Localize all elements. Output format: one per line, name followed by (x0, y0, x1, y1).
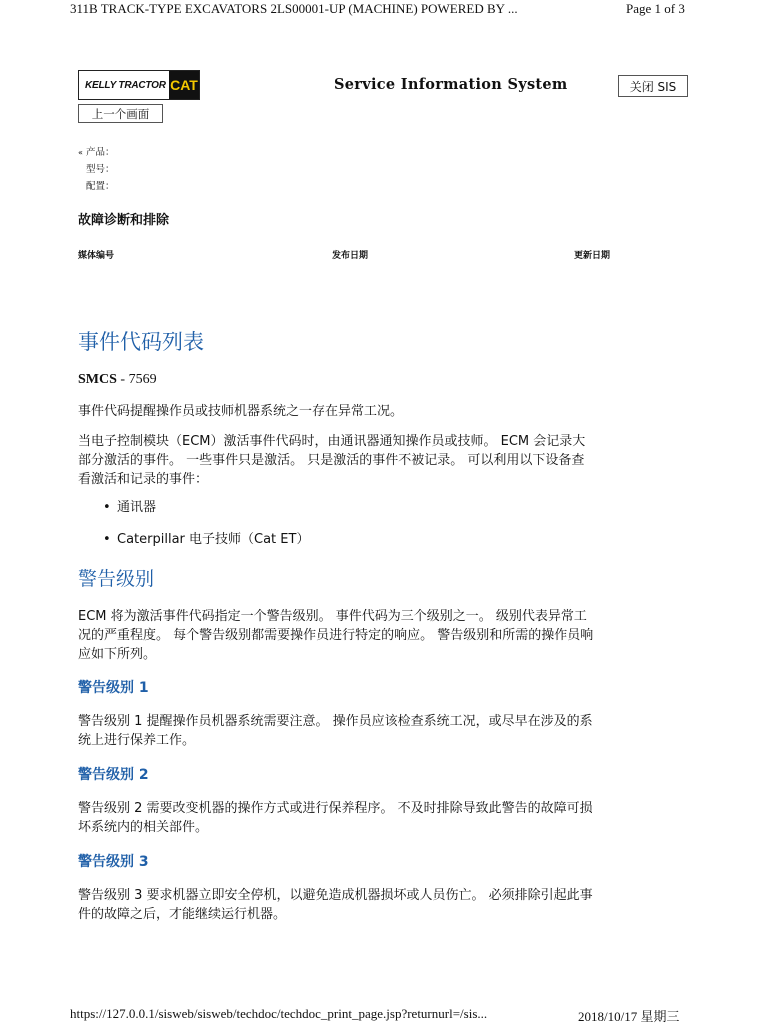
smcs-label: SMCS (78, 372, 117, 387)
paragraph-line: 部分激活的事件。 一些事件只是激活。 只是激活的事件不被记录。 可以利用以下设备查 (78, 453, 585, 468)
meta-label: 配置： (86, 181, 115, 192)
ecm-paragraph (78, 432, 698, 489)
list-item-text: Caterpillar 电子技师（Cat ET） (117, 532, 310, 547)
logo-text: KELLY TRACTOR (85, 79, 166, 91)
section-title: 故障诊断和排除 (78, 213, 170, 228)
close-sis-button[interactable]: 关闭 SIS (618, 75, 688, 97)
paragraph-line: 坏系统内的相关部件。 (78, 820, 209, 835)
previous-screen-button[interactable]: 上一个画面 (78, 104, 163, 123)
paragraph-line: 应如下所列。 (78, 647, 157, 662)
warning-level-3-paragraph (78, 886, 698, 924)
paragraph-line: 警告级别 2 需要改变机器的操作方式或进行保养程序。 不及时排除导致此警告的故障可损 (78, 801, 593, 816)
warning-level-1-heading: 警告级别 1 (78, 680, 149, 696)
meta-row-product (78, 144, 115, 161)
warning-level-1-paragraph (78, 712, 698, 750)
cat-logo-icon: CAT (169, 71, 199, 99)
smcs-value: - 7569 (116, 372, 157, 387)
paragraph-line: ECM 将为激活事件代码指定一个警告级别。 事件代码为三个级别之一。 级别代表异常工 (78, 609, 587, 624)
bullet-icon: • (103, 500, 111, 515)
paragraph-line: 警告级别 3 要求机器立即安全停机，以避免造成机器损坏或人员伤亡。 必须排除引起此事 (78, 888, 593, 903)
system-title: Service Information System (334, 76, 568, 93)
paragraph-line: 件的故障之后，才能继续运行机器。 (78, 907, 287, 922)
list-item (103, 498, 156, 517)
kelly-tractor-cat-logo (78, 70, 200, 100)
bullet-icon: • (103, 532, 111, 547)
warning-level-3-heading: 警告级别 3 (78, 854, 149, 870)
article-title: 事件代码列表 (78, 330, 204, 354)
publish-date-label: 发布日期 (332, 251, 369, 261)
product-meta (78, 144, 115, 195)
meta-label: 型号： (86, 164, 115, 175)
paragraph-line: 当电子控制模块（ECM）激活事件代码时，由通讯器通知操作员或技师。 ECM 会记录大 (78, 434, 586, 449)
meta-row-model (78, 161, 115, 178)
meta-row-config (78, 178, 115, 195)
warning-paragraph (78, 607, 698, 664)
update-date-label: 更新日期 (574, 251, 611, 261)
footer-url: https://127.0.0.1/sisweb/sisweb/techdoc/techdoc_print_page.jsp?returnurl=/sis... (70, 1006, 488, 1021)
paragraph-line: 警告级别 1 提醒操作员机器系统需要注意。 操作员应该检查系统工况，或尽早在涉及的系 (78, 714, 593, 729)
media-number-label: 媒体编号 (78, 251, 115, 261)
chevron-left-icon: « (78, 148, 83, 157)
list-item-text: 通讯器 (117, 500, 157, 515)
print-footer (0, 1004, 768, 1024)
warning-level-heading: 警告级别 (78, 568, 155, 590)
print-header (0, 0, 768, 20)
smcs-code (78, 372, 157, 388)
warning-level-2-paragraph (78, 799, 698, 837)
intro-paragraph: 事件代码提醒操作员或技师机器系统之一存在异常工况。 (78, 404, 404, 419)
footer-date: 2018/10/17 星期三 (578, 1009, 680, 1024)
warning-level-2-heading: 警告级别 2 (78, 767, 149, 783)
paragraph-line: 况的严重程度。 每个警告级别都需要操作员进行特定的响应。 警告级别和所需的操作员响 (78, 628, 594, 643)
meta-label: 产品： (86, 147, 115, 158)
print-header-title: 311B TRACK-TYPE EXCAVATORS 2LS00001-UP (MACHINE) POWERED BY ... (70, 1, 518, 16)
print-header-page: Page 1 of 3 (626, 1, 685, 16)
list-item (103, 530, 309, 549)
paragraph-line: 看激活和记录的事件： (78, 472, 209, 487)
paragraph-line: 统上进行保养工作。 (78, 733, 196, 748)
